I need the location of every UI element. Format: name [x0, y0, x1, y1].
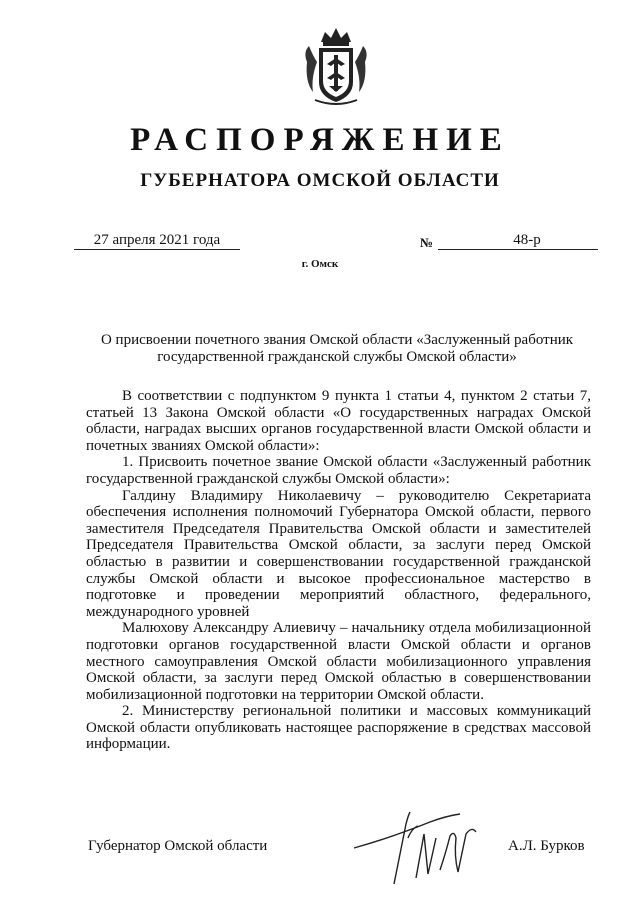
document-city: г. Омск — [301, 258, 339, 270]
paragraph-preamble: В соответствии с подпунктом 9 пункта 1 статьи 4, пунктом 2 статьи 7, статьей 13 Закона Омской области «О государственных наградах Омской области, наградах высших органов государственной власти Омской области и почетных званиях Омской области»: — [86, 388, 591, 454]
paragraph-item-1: 1. Присвоить почетное звание Омской области «Заслуженный работник государственной гражданской службы Омской области»: — [86, 454, 591, 487]
document-heading: О присвоении почетного звания Омской области «Заслуженный работник государственной гражданской службы Омской области» — [100, 332, 574, 365]
document-body — [86, 388, 591, 753]
number-sign: № — [420, 235, 434, 250]
document-date: 27 апреля 2021 года — [74, 232, 240, 250]
signatory-position: Губернатор Омской области — [88, 838, 268, 854]
document-number: 48-р — [438, 232, 598, 250]
paragraph-awardee-1: Галдину Владимиру Николаевичу – руководителю Секретариата обеспечения исполнения полномочий Губернатора Омской области, первого заместителя Председателя Правительства Омской области и заместителей Председателя Правительства Омской области, за заслуги перед Омской областью в развитии и совершенствовании государственной гражданской службы Омской области и высокое профессиональное мастерство в подготовке и проведении мероприятий областного, федерального, международного уровней — [86, 487, 591, 620]
document-subtitle: ГУБЕРНАТОРА ОМСКОЙ ОБЛАСТИ — [140, 170, 500, 191]
omsk-coat-of-arms-icon — [301, 22, 371, 108]
handwritten-signature — [350, 808, 500, 888]
paragraph-item-2: 2. Министерству региональной политики и массовых коммуникаций Омской области опубликовать настоящее распоряжение в средствах массовой информации. — [86, 703, 591, 753]
paragraph-awardee-2: Малюхову Александру Алиевичу – начальнику отдела мобилизационной подготовки органов государственной власти Омской области и органов местного самоуправления Омской области мобилизационного управления Омской области, за заслуги перед Омской областью в совершенствовании мобилизационной подготовки на территории Омской области. — [86, 620, 591, 703]
signatory-name: А.Л. Бурков — [508, 838, 585, 854]
document-title: РАСПОРЯЖЕНИЕ — [130, 122, 510, 158]
